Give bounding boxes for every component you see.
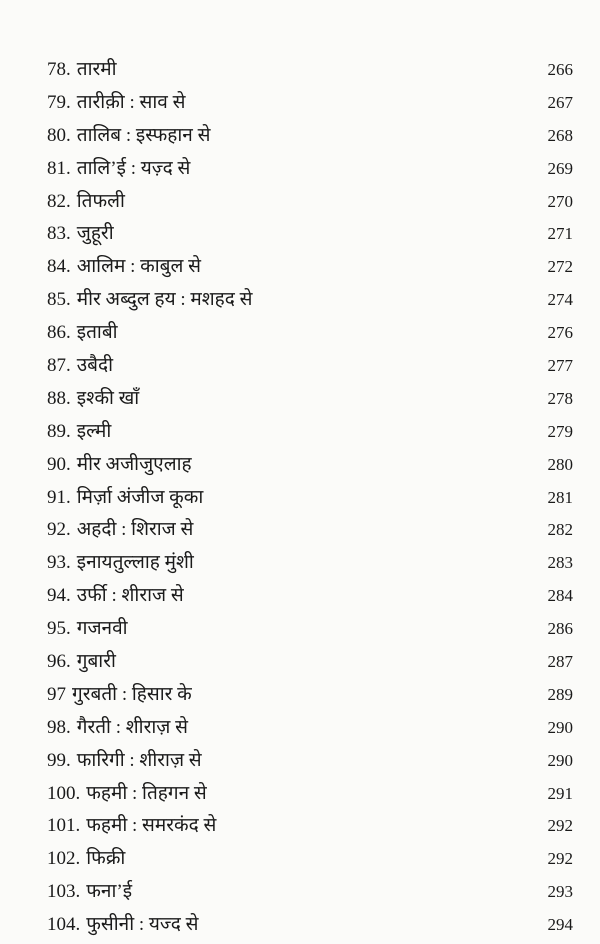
entry-label	[47, 876, 132, 909]
entry-page-number: 266	[547, 60, 573, 79]
table-of-contents	[47, 54, 573, 942]
entry-label	[47, 153, 190, 186]
entry-number: 83.	[47, 223, 71, 245]
entry-page-number: 277	[547, 356, 573, 376]
toc-entry	[47, 679, 573, 712]
entry-page-number: 279	[547, 421, 573, 441]
entry-title: मीर अजीजुएलाह	[76, 453, 192, 475]
entry-number: 99.	[47, 749, 71, 771]
entry-label	[47, 482, 203, 515]
entry-page-number: 290	[547, 717, 573, 737]
entry-number: 104.	[47, 914, 81, 936]
toc-entry	[47, 284, 573, 317]
entry-number: 94.	[47, 585, 71, 607]
entry-title: फना’ई	[86, 881, 133, 903]
entry-label	[47, 843, 125, 876]
entry-label	[47, 186, 125, 219]
entry-title: गजनवी	[76, 618, 128, 640]
toc-entry	[47, 153, 573, 186]
entry-label	[47, 251, 201, 284]
entry-label	[47, 679, 192, 712]
entry-label	[47, 778, 207, 811]
entry-label	[47, 810, 216, 843]
entry-title: फहमी : समरकंद से	[86, 815, 217, 837]
entry-page-number: 282	[547, 520, 573, 540]
entry-title: इताबी	[76, 322, 118, 344]
entry-number: 87.	[47, 355, 71, 377]
entry-number: 85.	[47, 289, 71, 311]
toc-entry	[47, 514, 573, 547]
entry-page-number: 274	[547, 290, 573, 310]
entry-number: 100.	[47, 782, 81, 804]
entry-page-number: 268	[547, 125, 573, 145]
entry-page-number: 271	[547, 224, 573, 244]
entry-label	[47, 613, 128, 646]
toc-entry	[47, 87, 573, 120]
entry-title: उबैदी	[76, 355, 114, 377]
entry-title: जुहूरी	[76, 223, 114, 245]
entry-number: 92.	[47, 519, 71, 541]
entry-title: इल्मी	[76, 420, 112, 442]
entry-page-number: 278	[547, 388, 573, 408]
entry-title: गुरबती : हिसार के	[72, 683, 192, 705]
entry-title: फुसीनी : यज्द से	[86, 914, 199, 936]
entry-title: तालिब : इस्फहान से	[76, 124, 211, 146]
entry-number: 101.	[47, 815, 81, 837]
entry-label	[47, 383, 139, 416]
toc-entry	[47, 317, 573, 350]
entry-number: 98.	[47, 716, 71, 738]
entry-page-number: 284	[547, 586, 573, 606]
entry-number: 86.	[47, 322, 71, 344]
entry-page-number: 280	[547, 454, 573, 474]
entry-title: उर्फी : शीराज से	[76, 585, 184, 607]
toc-entry	[47, 350, 573, 383]
entry-number: 103.	[47, 881, 81, 903]
toc-entry	[47, 778, 573, 811]
entry-title: फारिगी : शीराज़ से	[76, 749, 202, 771]
entry-page-number: 291	[547, 783, 573, 803]
entry-page-number: 272	[547, 257, 573, 277]
entry-number: 90.	[47, 453, 71, 475]
entry-title: गुबारी	[76, 651, 116, 673]
entry-title: मिर्ज़ा अंजीज कूका	[76, 486, 204, 508]
entry-page-number: 281	[547, 487, 573, 507]
entry-label	[47, 712, 188, 745]
entry-number: 91.	[47, 486, 71, 508]
entry-label	[47, 120, 210, 153]
entry-page-number: 290	[547, 750, 573, 770]
entry-label	[47, 54, 117, 87]
entry-page-number: 269	[547, 158, 573, 178]
toc-entry	[47, 482, 573, 515]
entry-title: फिक्री	[86, 848, 126, 870]
entry-title: तारमी	[76, 59, 117, 80]
entry-label	[47, 284, 252, 317]
toc-entry	[47, 54, 573, 87]
entry-label	[47, 547, 194, 580]
entry-page-number: 293	[547, 882, 573, 902]
entry-page-number: 267	[547, 92, 573, 112]
entry-page-number: 276	[547, 323, 573, 343]
entry-label	[47, 580, 184, 613]
toc-entry	[47, 120, 573, 153]
entry-label	[47, 350, 113, 383]
entry-page-number: 270	[547, 191, 573, 211]
entry-page-number: 292	[547, 816, 573, 836]
toc-entry	[47, 547, 573, 580]
toc-entry	[47, 712, 573, 745]
toc-entry	[47, 251, 573, 284]
entry-number: 89.	[47, 420, 71, 442]
entry-title: मीर अब्दुल हय : मशहद से	[76, 289, 253, 311]
entry-page-number: 294	[547, 915, 573, 935]
entry-title: आलिम : काबुल से	[76, 256, 201, 278]
entry-number: 78.	[47, 59, 71, 80]
entry-number: 80.	[47, 124, 71, 146]
toc-entry	[47, 909, 573, 942]
entry-title: फहमी : तिहगन से	[86, 782, 207, 804]
toc-entry	[47, 810, 573, 843]
entry-number: 84.	[47, 256, 71, 278]
entry-title: इश्की खाँ	[76, 387, 140, 409]
toc-entry	[47, 646, 573, 679]
entry-label	[47, 909, 198, 942]
entry-page-number: 289	[547, 684, 573, 704]
toc-entry	[47, 218, 573, 251]
toc-entry	[47, 416, 573, 449]
toc-entry	[47, 580, 573, 613]
entry-page-number: 283	[547, 553, 573, 573]
entry-number: 97	[47, 683, 66, 705]
entry-label	[47, 449, 192, 482]
entry-number: 102.	[47, 848, 81, 870]
toc-entry	[47, 876, 573, 909]
entry-number: 88.	[47, 387, 71, 409]
toc-entry	[47, 745, 573, 778]
entry-label	[47, 317, 118, 350]
toc-entry	[47, 186, 573, 219]
entry-label	[47, 646, 116, 679]
entry-label	[47, 218, 114, 251]
entry-label	[47, 416, 111, 449]
entry-page-number: 292	[547, 849, 573, 869]
entry-title: तालि’ई : यज़्द से	[76, 157, 191, 179]
toc-entry	[47, 613, 573, 646]
entry-number: 96.	[47, 651, 71, 673]
entry-number: 95.	[47, 618, 71, 640]
entry-number: 81.	[47, 157, 71, 179]
entry-number: 93.	[47, 552, 71, 574]
entry-label	[47, 87, 185, 120]
entry-number: 82.	[47, 190, 71, 212]
entry-label	[47, 745, 202, 778]
entry-title: तिफली	[76, 190, 125, 212]
toc-entry	[47, 449, 573, 482]
entry-title: गैरती : शीराज़ से	[76, 716, 188, 738]
entry-label	[47, 514, 193, 547]
entry-number: 79.	[47, 91, 71, 113]
entry-title: तारीक़ी : साव से	[76, 91, 186, 113]
entry-page-number: 286	[547, 619, 573, 639]
entry-title: अहदी : शिराज से	[76, 519, 194, 541]
entry-title: इनायतुल्लाह मुंशी	[76, 552, 194, 574]
toc-entry	[47, 383, 573, 416]
entry-page-number: 287	[547, 652, 573, 672]
toc-entry	[47, 843, 573, 876]
